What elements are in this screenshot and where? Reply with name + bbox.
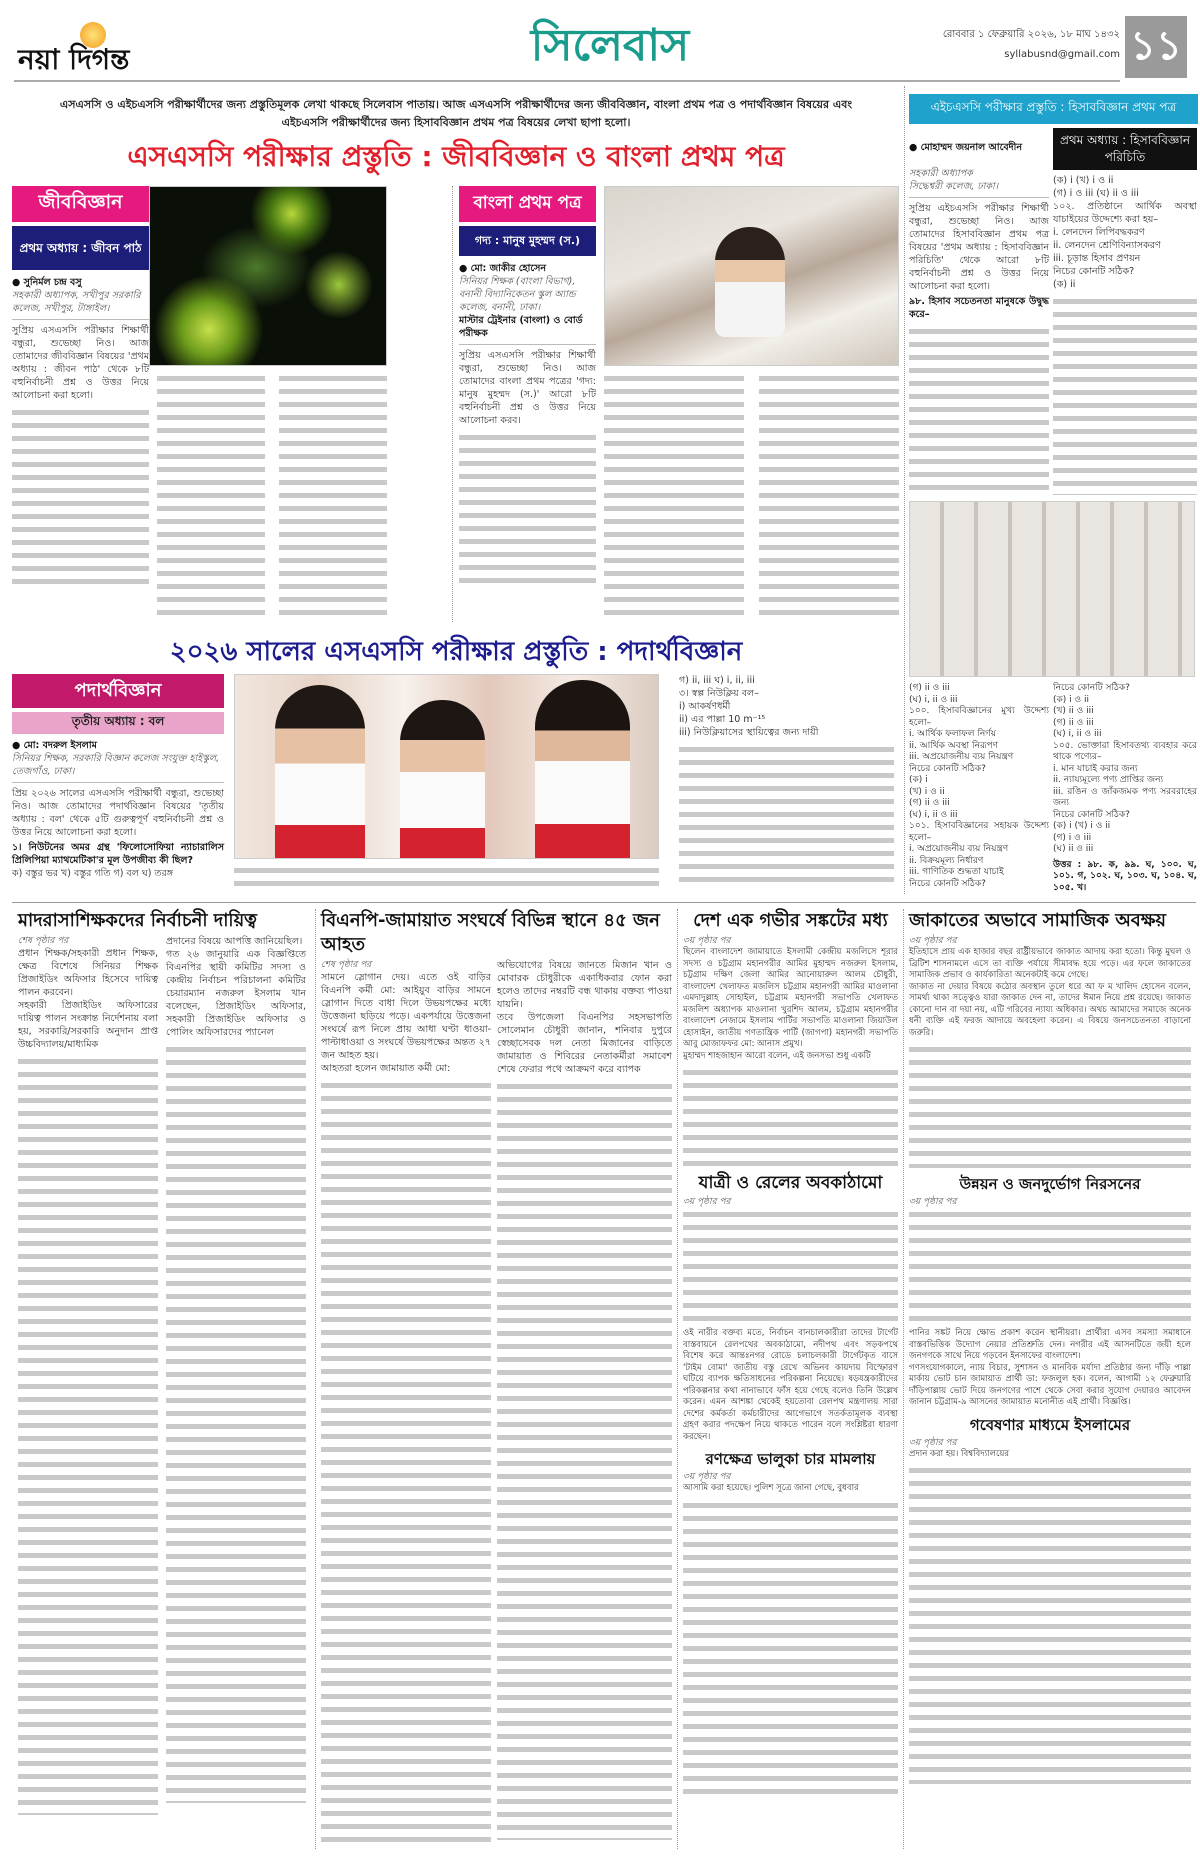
news-right-column: [903, 909, 1196, 1849]
news-body: প্রদানের বিষয়ে আপত্তি জানিয়েছিল। গত ২৬ জানুয়ারি এক বিজ্ঞপ্তিতে বিএনপির স্থায়ী কমিটির সদস্য ও কেন্দ্রীয় নির্বাচন পরিচালনা কমিটির চেয়ারম্যান নজরুল ইসলাম খান বলেছেন, প্রিজাইডিং অফিসার, সহকারী প্রিজাইডিং অফিসার ও পোলিং অফিসারদের প্যানেল: [166, 936, 306, 1038]
exam-hall-image: [909, 501, 1195, 677]
student-figure: [715, 227, 785, 337]
accounting-banner[interactable]: এইচএসসি পরীক্ষার প্রস্তুতি : হিসাববিজ্ঞান প্রথম পত্র: [909, 94, 1198, 124]
accounting-question-98: ৯৮. হিসাব সচেতনতা মানুষকে উদ্বুদ্ধ করে–: [909, 296, 1049, 320]
article-subcolumn: [497, 957, 672, 1840]
ssc-articles-row: [12, 186, 900, 622]
news-text: [166, 1043, 306, 1803]
logo-text: নয়া দিগন্ত: [18, 43, 130, 76]
student-figure: [275, 685, 365, 859]
physics-media-column: [234, 674, 659, 894]
section-title: সিলেবাস: [530, 20, 690, 71]
ssc-section: [12, 86, 900, 894]
physics-chapter-banner: তৃতীয় অধ্যায় : বল: [12, 712, 224, 734]
bangla-text-columns: [459, 431, 596, 591]
biology-media-column: [149, 186, 387, 622]
physics-question-3: গ) ii, iii ঘ) i, ii, iii ৩। স্বল্প নিউক্লিয় বল– i) আকর্ষণধর্মী ii) এর পাল্লা 10 m⁻¹⁵ iii) নিউক্লিয়াসের স্থায়িত্বের জন্য দায়ী: [679, 675, 819, 738]
biology-byline: [12, 276, 149, 315]
news-text: [18, 1055, 158, 1815]
bangla-subject-banner: বাংলা প্রথম পত্র: [459, 186, 596, 222]
news-text: [909, 1464, 1191, 1784]
physics-text: [234, 864, 659, 894]
physics-q1-options: ক) বস্তুর ভর খ) বস্তুর গতি গ) বল ঘ) তরঙ্গ: [12, 868, 174, 879]
news-body: সামনে স্লোগান দেয়। এতে ওই বাড়ির বিএনপি কর্মী মো: আইয়ুব বাড়ির সামনে স্লোগান দিতে বাধা দিলে উভয়পক্ষের মধ্যে উত্তেজনা ছড়িয়ে পড়ে। একপর্যায়ে উত্তেজনা সংঘর্ষে রূপ নিলে প্রায় আধা ঘণ্টা ধাওয়া-পাল্টাধাওয়া ও সংঘর্ষে উভয়পক্ষের অন্তত ২৭ জন আহত হয়। আহতরা হলেন জামায়াত কর্মী মো:: [321, 972, 491, 1074]
accounting-answers-subcolumn: [1053, 683, 1197, 894]
news-headline[interactable]: রণক্ষেত্র ভালুকা চার মামলায়: [705, 1450, 876, 1468]
accounting-text: [909, 325, 1049, 495]
physics-intro: প্রিয় ২০২৬ সালের এসএসসি পরীক্ষার্থী বন্ধুরা, শুভেচ্ছা নিও। আজ তোমাদের পদার্থবিজ্ঞান বিষয়ের 'তৃতীয় অধ্যায় : বল' থেকে ৫টি গুরুত্বপূর্ণ বহুনির্বাচনী প্রশ্ন ও উত্তর নিয়ে আলোচনা করা হলো।: [12, 788, 224, 838]
bacteria-image: [149, 186, 387, 366]
masthead-rule: [14, 80, 1120, 82]
physics-question-1: ১। নিউটনের অমর গ্রন্থ 'ফিলোসোফিয়া ন্যাচারালিস প্রিলিপিয়া ম্যাথমেটিকা'র মূল উপজীব্য কী ছিল?: [12, 842, 224, 866]
accounting-bottom-row: [909, 683, 1198, 894]
news-headline[interactable]: যাত্রী ও রেলের অবকাঠামো: [698, 1173, 883, 1193]
accounting-left-subcolumn: [909, 128, 1049, 495]
bangla-column: [459, 186, 596, 591]
bangla-byline: [459, 262, 596, 340]
biology-chapter-banner: প্রথম অধ্যায় : জীবন পাঠ: [12, 226, 149, 270]
biology-intro: সুপ্রিয় এসএসসি পরীক্ষার শিক্ষার্থী বন্ধুরা, শুভেচ্ছা নিও। আজ তোমাদের জীববিজ্ঞান বিষয়ের 'প্রথম অধ্যায় : জীবন পাঠ' থেকে ৮টি বহুনির্বাচনী প্রশ্ন ও উত্তর নিয়ে আলোচনা করা হলো।: [12, 325, 149, 401]
issue-date: রোববার ১ ফেব্রুয়ারি ২০২৬, ১৮ মাঘ ১৪৩২: [942, 29, 1120, 40]
article-subcolumn: [166, 933, 306, 1803]
news-text: [683, 1499, 898, 1799]
bangla-media-column: [604, 186, 899, 622]
jump-line: শেষ পৃষ্ঠার পর: [18, 936, 69, 946]
news-text: [683, 1066, 898, 1166]
article-columns: [321, 957, 672, 1849]
jump-line: ৩য় পৃষ্ঠার পর: [683, 1197, 731, 1207]
physics-headline[interactable]: ২০২৬ সালের এসএসসি পরীক্ষার প্রস্তুতি : পদার্থবিজ্ঞান: [169, 637, 743, 667]
news-headline[interactable]: জাকাতের অভাবে সামাজিক অবক্ষয়: [909, 910, 1167, 931]
main-headline[interactable]: এসএসসি পরীক্ষার প্রস্তুতি : জীববিজ্ঞান ও বাংলা প্রথম পত্র: [127, 140, 785, 173]
author-title: সহকারী অধ্যাপক সিদ্ধেশ্বরী কলেজ, ঢাকা।: [909, 168, 999, 192]
news-article: [315, 909, 677, 1849]
bangla-text-columns: [604, 372, 744, 622]
author-name: ● মোহাম্মদ জয়নাল আবেদীন: [909, 142, 1023, 153]
bangla-intro: সুপ্রিয় এসএসসি পরীক্ষার শিক্ষার্থী বন্ধুরা, শুভেচ্ছা নিও। আজ তোমাদের বাংলা প্রথম পত্রের 'গদ্য: মানুষ মুহম্মদ (স.)' আরো ৮টি বহুনির্বাচনী প্রশ্ন ও উত্তর নিয়ে আলোচনা করব।: [459, 350, 596, 426]
news-headline[interactable]: উন্নয়ন ও জনদুর্ভোগ নিরসনের: [959, 1175, 1141, 1193]
news-headline[interactable]: মাদরাসাশিক্ষকদের নির্বাচনী দায়িত্ব: [18, 910, 257, 931]
bangla-chapter-banner: গদ্য : মানুষ মুহম্মদ (স.): [459, 226, 596, 256]
divider: [12, 319, 149, 320]
article-subcolumn: [321, 957, 491, 1849]
physics-questions-column: [679, 674, 894, 888]
physics-subject-banner: পদার্থবিজ্ঞান: [12, 674, 224, 708]
news-body: অভিযোগের বিষয়ে জানতে মিজান খান ও মোবারক চৌধুরীকে একাধিকবার ফোন করা হলেও তাদের নম্বরটি বন্ধ থাকায় বক্তব্য পাওয়া যায়নি। তবে উপজেলা বিএনপির সহসভাপতি সোলেমান চৌধুরী জানান, শনিবার দুপুরে স্বেচ্ছাসেবক দল নেতা মিজানের বাড়িতে জামায়াত ও শিবিরের নেতাকর্মীরা সমাবেশ শেষে ফেরার পথে আক্রমণ করে ব্যাপক: [497, 960, 672, 1075]
author-name: ● মো: জাকীর হোসেন: [459, 263, 547, 274]
news-middle-column: [677, 909, 903, 1849]
news-body: আসামি করা হয়েছে। পুলিশ সূত্রে জানা গেছে, বুধবার: [683, 1483, 859, 1493]
students-studying-image: [234, 674, 659, 859]
biology-column: [12, 186, 149, 586]
news-body: প্রধান শিক্ষক/সহকারী প্রধান শিক্ষক, ক্ষেত্র বিশেষে সিনিয়র শিক্ষক প্রিজাইডিং অফিসার হিসেবে দায়িত্ব পালন করবেন। সহকারী প্রিজাইডিং অফিসারের দায়িত্ব পালন সংক্রান্ত নির্দেশনায় বলা হয়, সরকারি/সরকারি অনুদান প্রাপ্ত উচ্চবিদ্যালয়/মাধ্যমিক: [18, 948, 158, 1050]
news-headline[interactable]: গবেষণার মাধ্যমে ইসলামের: [969, 1415, 1131, 1434]
page-intro: এসএসসি ও এইচএসসি পরীক্ষার্থীদের জন্য প্রস্তুতিমূলক লেখা থাকছে সিলেবাস পাতায়। আজ এসএসসি পরীক্ষার্থীদের জন্য জীববিজ্ঞান, বাংলা প্রথম পত্র ও পদার্থবিজ্ঞান বিষয়ের এবং এইচএসসি পরীক্ষার্থীদের জন্য হিসাববিজ্ঞান প্রথম পত্র বিষয়ের লেখা ছাপা হলো।: [59, 98, 853, 129]
jump-line: ৩য় পৃষ্ঠার পর: [909, 1197, 957, 1207]
news-text: [909, 1208, 1191, 1328]
divider: [909, 197, 1049, 198]
physics-byline: [12, 739, 224, 778]
news-text: [683, 1208, 898, 1328]
accounting-top-row: [909, 128, 1198, 495]
masthead-logo[interactable]: [18, 22, 168, 74]
accounting-intro: সুপ্রিয় এইচএসসি পরীক্ষার শিক্ষার্থী বন্ধুরা, শুভেচ্ছা নিও। আজ তোমাদের হিসাববিজ্ঞান প্রথম পত্র বিষয়ের 'প্রথম অধ্যায় : হিসাববিজ্ঞান পরিচিতি' থেকে আরো ৮টি বহুনির্বাচনী প্রশ্ন ও উত্তর নিয়ে আলোচনা করা হলো।: [909, 203, 1049, 292]
article-subcolumn: [18, 933, 158, 1815]
author-name: ● মো: বদরুল ইসলাম: [12, 740, 97, 751]
news-body: ছিলেন বাংলাদেশ জামায়াতে ইসলামী কেন্দ্রীয় মজলিসে শূরার সদস্য ও চট্টগ্রাম মহানগরীর আমির মুহাম্মদ নজরুল ইসলাম, চট্টগ্রাম দক্ষিণ জেলা আমির আনোয়ারুল আলম চৌধুরী, বাংলাদেশ খেলাফত মজলিস চট্টগ্রাম মহানগরী আমির মাওলানা এমদাদুল্লাহ সোহাইল, চট্টগ্রাম মহানগরী সভাপতি খেলাফত মজলিশ অধ্যাপক মাওলানা খুরশিদ আলম, চট্টগ্রাম মহানগরীর বাংলাদেশ নেজামে ইসলাম পার্টির সভাপতি মাওলানা জিয়াউল হোসাইন, জাতীয় গণতান্ত্রিক পার্টি (জাগপা) মহানগরী সভাপতি আবু মোজাফফর মো: আনাস প্রমুখ। মুহাম্মদ শাহজাহান আরো বলেন, এই জনসভা শুধু একটি: [683, 947, 898, 1061]
accounting-text: [1053, 295, 1197, 495]
physics-row: [12, 674, 900, 894]
accounting-question-100: (গ) ii ও iii (ঘ) i, ii ও iii ১০০. হিসাববিজ্ঞানের মুখ্য উদ্দেশ্য হলো– i. আর্থিক ফলাফল নির্ণয় ii. আর্থিক অবস্থা নিরূপণ iii. অপ্রয়োজনীয় ব্যয় নিয়ন্ত্রণ নিচের কোনটি সঠিক? (ক) i (খ) i ও ii (গ) ii ও iii (ঘ) i, ii ও iii ১০১. হিসাববিজ্ঞানের সহায়ক উদ্দেশ্য হলো– i. অপ্রয়োজনীয় ব্যয় নিয়ন্ত্রণ ii. বিক্রয়মূল্য নির্ধারণ iii. গাণিতিক শুদ্ধতা যাচাই নিচের কোনটি সঠিক?: [909, 683, 1049, 889]
news-body: প্রদান করা হয়। বিশ্ববিদ্যালয়ের: [909, 1448, 1010, 1459]
news-headline[interactable]: বিএনপি-জামায়াত সংঘর্ষে বিভিন্ন স্থানে ৪৫ জন আহত: [321, 910, 660, 955]
jump-line: শেষ পৃষ্ঠার পর: [321, 960, 372, 970]
masthead: [0, 0, 1200, 86]
page-number: ১১: [1125, 16, 1187, 78]
bangla-text-columns: [759, 372, 899, 622]
bangla-text-row: [604, 372, 899, 622]
news-article: [12, 909, 315, 1849]
column-divider: [452, 186, 453, 622]
accounting-chapter-banner: প্রথম অধ্যায় : হিসাববিজ্ঞান পরিচিতি: [1053, 128, 1197, 170]
top-section: [0, 86, 1200, 894]
biology-text-columns: [279, 372, 387, 622]
accounting-byline: [909, 128, 1049, 193]
accounting-right-subcolumn: [1053, 128, 1197, 495]
news-body: ইতিহাসে প্রায় এক হাজার বছর রাষ্ট্রীয়ভাবে জাকাত আদায় করা হতো। কিন্তু মুঘল ও ব্রিটিশ শাসনামলে এসে তা ব্যক্তি পর্যায়ে সীমাবদ্ধ হয়ে পড়ে। এর ফলে জাকাতের সামাজিক প্রভাব ও কার্যকারিতা অনেকটাই কমে গেছে। জাকাত না দেয়ার বিষয়ে কঠোর অবস্থান তুলে ধরে আ ফ ম খালিদ হোসেন বলেন, সামর্থ্য থাকা সত্ত্বেও যারা জাকাত দেন না, তাদের ঈমান নিয়ে প্রশ্ন রয়েছে। জাকাত কোনো দান বা দয়া নয়, এটি গরিবের ন্যায্য অধিকার। অথচ আমাদের সমাজে অনেক ধনী ব্যক্তি এই ফরজ আদায়ে অবহেলা করেন। এ বিষয়ে জনসচেতনতা বাড়ানো জরুরি।: [909, 947, 1191, 1038]
biology-text-row: [149, 372, 387, 622]
jump-line: ৩য় পৃষ্ঠার পর: [909, 936, 957, 946]
author-title: সিনিয়র শিক্ষক (বাংলা বিভাগ), বনানী বিদ্যানিকেতন স্কুল অ্যান্ড কলেজ, বনানী, ঢাকা।: [459, 276, 576, 313]
biology-subject-banner: জীববিজ্ঞান: [12, 186, 149, 222]
students-exam-image: [604, 186, 899, 366]
news-headline[interactable]: দেশ এক গভীর সঙ্কটের মধ্য: [693, 910, 888, 931]
author-title: সিনিয়র শিক্ষক, সরকারি বিজ্ঞান কলেজ সংযুক্ত হাইস্কুল, তেজগাঁও, ঢাকা।: [12, 753, 220, 777]
hsc-accounting-column: [904, 86, 1198, 894]
news-body: পানির সঙ্কট নিয়ে ক্ষোভ প্রকাশ করেন স্থানীয়রা। প্রার্থীরা এসব সমস্যা সমাধানে বাস্তবভিত্তিক উদ্যোগ নেয়ার প্রতিশ্রুতি দেন। নগরীর এই আসনটিতে জয়ী হলে জনগণকে সাথে নিয়ে গড়বেন ইনসাফের বাংলাদেশ। গণসংযোগকালে, ন্যায় বিচার, সুশাসন ও মানবিক মর্যাদা প্রতিষ্ঠার জন্য দাঁড়ি পাল্লা মার্কায় ভোট চান জামায়াত প্রার্থী ডা: ফজলুল হক। বলেন, আগামী ১২ ফেব্রুয়ারি দাঁড়িপাল্লায় ভোট দিয়ে জনগণের পাশে থেকে সেবা করার সুযোগ দেয়ারও আবেদন জানান চট্টগ্রাম-৯ আসনের জামায়াত মনোনীত এই প্রার্থী। বিজ্ঞপ্তি।: [909, 1328, 1191, 1407]
accounting-question-105: নিচের কোনটি সঠিক? (ক) i ও ii (খ) ii ও iii (গ) ii ও iii (ঘ) i, ii ও iii ১০৫. ভোক্তারা হিসাবতথ্য ব্যবহার করে থাকে পণ্যের– i. মান যাচাই করার জন্য ii. ন্যায্যমূল্যে পণ্য প্রাপ্তির জন্য iii. রঙিন ও জাঁকজমক পণ্য সরবরাহের জন্য নিচের কোনটি সঠিক? (ক) i (খ) i ও ii (গ) i ও iii (ঘ) ii ও iii: [1053, 683, 1197, 854]
news-section: [12, 902, 1196, 1849]
physics-column: [12, 674, 224, 880]
accounting-answers: উত্তর : ৯৮. ক, ৯৯. ঘ, ১০০. ঘ, ১০১. গ, ১০২. ঘ, ১০৩. ঘ, ১০৪. ঘ, ১০৫. খ।: [1053, 859, 1197, 893]
news-text: [321, 1079, 491, 1849]
accounting-question-102: (ক) i (খ) i ও ii (গ) i ও iii (ঘ) ii ও iii ১০২. প্রতিষ্ঠানে আর্থিক অবস্থা যাচাইয়ের উদ্দেশ্যে করা হয়– i. লেনদেন লিপিবদ্ধকরণ ii. লেনদেন শ্রেণিবিন্যাসকরণ iii. চূড়ান্ত হিসাব প্রণয়ন নিচের কোনটি সঠিক? (ক) ii: [1053, 175, 1197, 290]
article-columns: [18, 933, 310, 1815]
news-body: ওই নারীর বক্তব্য মতে, নির্বাচন বানচালকারীরা তাদের টার্গেট বাস্তবায়নে রেলপথের অবকাঠামো, নদীপথ এবং সড়কপথে বিশেষ করে আন্তঃনগর রোডে চলাচলকারী টার্গেটকৃত বাসে 'টাইম বোমা' জাতীয় বস্তু রেখে অভিনব কায়দায় বিস্ফোরণ ঘটিয়ে ব্যাপক ক্ষতিসাধনের পরিকল্পনা নিয়েছে। ষড়যন্ত্রকারীদের পরিকল্পনার কথা নানাভাবে ফাঁস হয়ে গেছে বলেও তিনি উল্লেখ করেন। এমন আশঙ্কা থেকেই হয়তোবা রেলপথ মন্ত্রণালয় সারা দেশের কর্মকর্তা কর্মচারীদের আগেভাগে সতর্কতামূলক ব্যবস্থা গ্রহণ করার পদক্ষেপ নিয়ে থাকতে পারেন বলে সংশ্লিষ্টরা ধারণা করছেন।: [683, 1328, 898, 1442]
author-title: সহকারী অধ্যাপক, সখীপুর সরকারি কলেজ, সখীপুর, টাঙ্গাইল।: [12, 290, 141, 314]
author-role: মাস্টার ট্রেইনার (বাংলা) ও বোর্ড পরীক্ষক: [459, 315, 583, 339]
physics-text: [679, 743, 894, 888]
divider: [12, 782, 224, 783]
jump-line: ৩য় পৃষ্ঠার পর: [909, 1437, 957, 1448]
jump-line: ৩য় পৃষ্ঠার পর: [683, 936, 731, 946]
news-text: [909, 1043, 1191, 1168]
biology-text-columns: [157, 372, 265, 622]
divider: [459, 344, 596, 345]
contact-email[interactable]: syllabusnd@gmail.com: [1004, 49, 1120, 60]
author-name: ● সুনির্মল চন্দ্র বসু: [12, 277, 82, 288]
jump-line: ৩য় পৃষ্ঠার পর: [683, 1472, 731, 1482]
student-figure: [535, 680, 630, 859]
news-text: [497, 1080, 672, 1840]
biology-text-columns: [12, 406, 149, 586]
student-figure: [400, 700, 485, 859]
